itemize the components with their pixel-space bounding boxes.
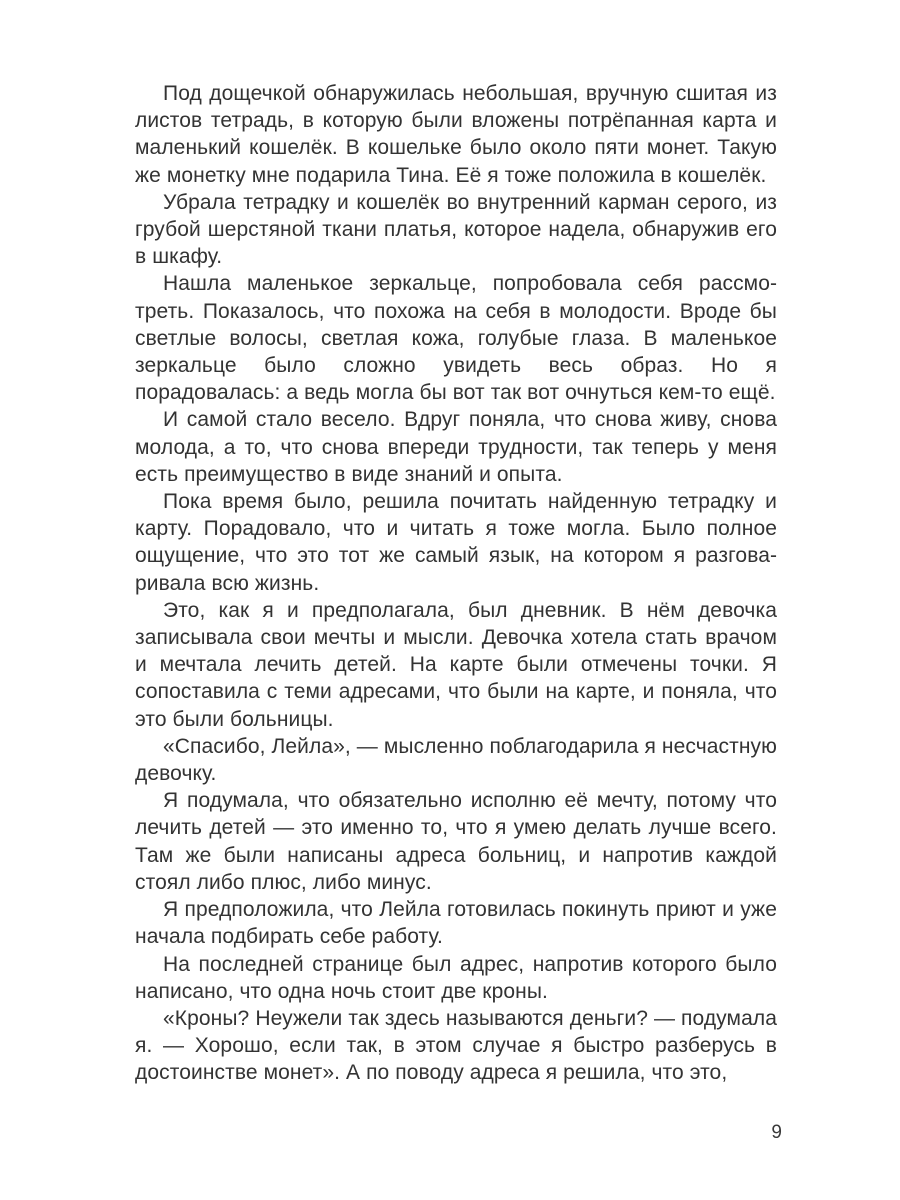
paragraph: Я предположила, что Лейла готовилась покинуть приют и уже начала подбирать себе работу.: [135, 898, 777, 949]
paragraph: «Кроны? Неужели так здесь называются деньги? — подумала я. — Хорошо, если так, в этом случае я быстро разберусь в достоинстве монет». А по поводу адреса я решила, что это,: [135, 1006, 777, 1085]
paragraph: Пока время было, решила почитать найденную тетрадку и карту. Порадовало, что и читать я тоже могла. Было полное ощущение, что это тот же самый язык, на котором я разговаривала всю жизнь.: [135, 490, 777, 595]
text-block: [135, 80, 777, 1087]
paragraph: «Спасибо, Лейла», — мысленно поблагодарила я несчастную девочку.: [135, 734, 777, 786]
paragraph: Нашла маленькое зеркальце, попробовала себя рассмотреть. Показалось, что похожа на себя в молодости. Вроде бы светлые волосы, светлая кожа, голубые глаза. В маленькое зеркальце было сложно увидеть весь образ. Но я порадовалась: а ведь могла бы вот так вот очнуться кем-то ещё.: [135, 272, 777, 405]
paragraph: Под дощечкой обнаружилась небольшая, вручную сшитая из листов тетрадь, в которую были вложены потрёпанная карта и маленький кошелёк. В кошельке было около пяти монет. Такую же монетку мне подарила Тина. Её я тоже положила в кошелёк.: [135, 82, 777, 187]
paragraph: Я подумала, что обязательно исполню её мечту, потому что лечить детей — это именно то, что я умею делать лучше всего. Там же были написаны адреса больниц, и напротив каждой стоял либо плюс, либо минус.: [135, 789, 777, 894]
paragraph: И самой стало весело. Вдруг поняла, что снова живу, снова молода, а то, что снова впереди трудности, так теперь у меня есть преимущество в виде знаний и опыта.: [135, 408, 777, 486]
paragraph: На последней странице был адрес, напротив которого было написано, что одна ночь стоит две кроны.: [135, 952, 777, 1003]
page-number: 9: [771, 1122, 782, 1143]
paragraph: Это, как я и предполагала, был дневник. В нём девочка записывала свои мечты и мысли. Девочка хотела стать врачом и мечтала лечить детей. На карте были отмечены точки. Я сопоставила с теми адресами, что были на карте, и поняла, что это были больницы.: [135, 598, 777, 731]
paragraph: Убрала тетрадку и кошелёк во внутренний карман серого, из грубой шерстяной ткани платья, которое надела, обнаружив его в шкафу.: [135, 190, 777, 269]
